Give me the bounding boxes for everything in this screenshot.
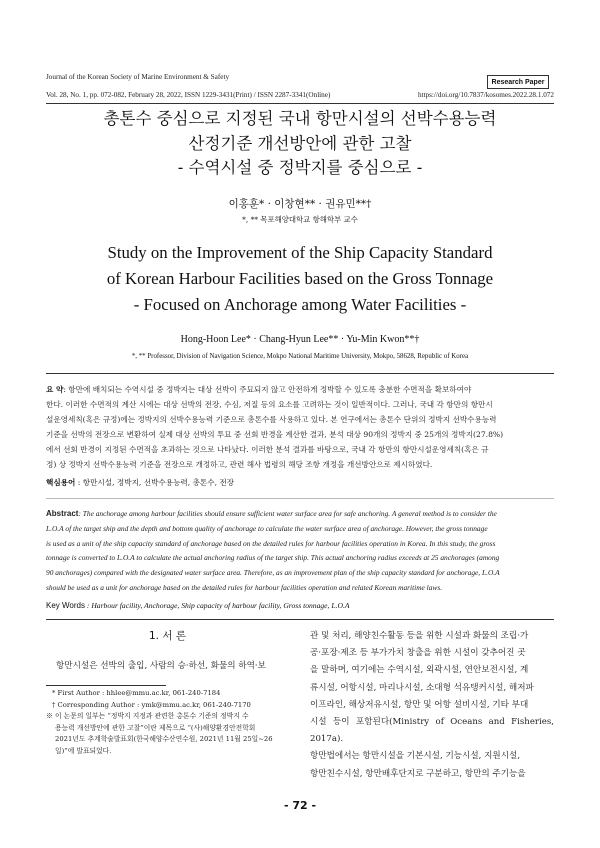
footnote-note-line: 2021년도 추계학술발표회(한국해양수산연수원, 2021년 11월 25일~26 (55, 735, 273, 744)
keywords-ko-text: : 항만시설, 정박지, 선박수용능력, 총톤수, 전장 (77, 478, 235, 487)
body-line: 항만시설은 선박의 출입, 사람의 승·하선, 화물의 하역·보 (56, 661, 266, 671)
volume-line: Vol. 28, No. 1, pp. 072-082, February 28, 2022, ISSN 1229-3431(Print) / ISSN 2287-3341(Online) (46, 91, 331, 99)
abstract-en-line: is used as a unit of the ship capacity standard of anchorage based on the detailed rules for harbour facilities operation in Korea. In this study, the gross (46, 538, 496, 548)
body-line: 관 및 처리, 해양친수활동 등을 위한 시설과 화물의 조립·가 (310, 631, 529, 641)
abstract-ko-line: 기준을 선박의 전장으로 변환하여 실제 대상 선박의 투묘 중 선회 반경을 계산한 결과, 분석 대상 90개의 정박지 중 25개의 정박지(27.8%) (46, 429, 504, 439)
keywords-en-label: Key Words (46, 601, 85, 610)
footnote-note-line: 용능력 개선방안에 관한 고찰”이란 제목으로 “(사)해양환경안전학회 (55, 723, 256, 732)
abstract-ko-line: 설운영세칙(혹은 규정)에는 정박지의 선박수용능력 기준으로 총톤수를 사용하고 있다. 본 연구에서는 총톤수 단위의 정박지 선박수용능력 (46, 414, 497, 424)
abstract-ko (46, 383, 554, 472)
abstract-bottom-rule (46, 619, 554, 620)
abstract-en-label: Abstract (46, 509, 79, 518)
footnote-rule (46, 685, 166, 686)
abstract-ko-line: 정) 상 정박지 선박수용능력 기준을 전장으로 개정하고, 관련 해사 법령의 해당 조항 개정을 개선방안으로 제시하였다. (46, 459, 433, 469)
abstract-en-line: 90 anchorages) compared with the designated water surface area. Therefore, as an improvement plan of the ship capacity standard for anchorage, L.O.A (46, 568, 500, 578)
abstract-ko-label: 요 약 (46, 385, 64, 394)
abstract-en-line: should be used as a unit for anchorage based on the detailed rules for harbour facilities operation and related Korean maritime laws. (46, 582, 443, 592)
title-ko-line2: 산정기준 개선방안에 관한 고찰 (188, 134, 412, 153)
doi-link[interactable]: https://doi.org/10.7837/kosomes.2022.28.1.072 (417, 91, 554, 99)
body-line: 을 말하며, 여기에는 수역시설, 외곽시설, 연안보전시설, 계 (310, 665, 529, 676)
title-en-line2: of Korean Harbour Facilities based on the Gross Tonnage (106, 269, 494, 288)
affiliation-en: *, ** Professor, Division of Navigation Science, Mokpo National Maritime University, Mokpo, 58628, Republic of Korea (131, 353, 469, 360)
body-right-column (310, 628, 554, 783)
keywords-en-text: : Harbour facility, Anchorage, Ship capacity of harbour facility, Gross tonnage, L.O.A (86, 601, 350, 610)
footnote-note-line: ※ 이 논문의 일부는 “정박지 지정과 관련한 총톤수 기준의 정박지 수 (46, 712, 249, 721)
abstract-en (46, 507, 554, 596)
keywords-ko (46, 477, 234, 488)
authors-ko: 이홍훈* · 이창현** · 권유민**† (228, 198, 372, 210)
footnote-first-author: * First Author : hhlee@mmu.ac.kr, 061-240-7184 (52, 689, 221, 697)
footnotes (46, 688, 289, 758)
title-ko-line3: - 수역시설 중 정박지를 중심으로 - (177, 158, 423, 177)
abstract-en-line: L.O.A of the target ship and the depth and bottom quality of anchorage to calculate the water surface area of anchorage. However, the gross tonnage (46, 523, 488, 533)
abstract-ko-line: 에서 선회 반경이 지정된 수면적을 초과하는 것으로 나타났다. 이러한 분석 결과를 바탕으로, 국내 각 항만의 항만시설운영세칙(혹은 규 (46, 444, 489, 454)
title-en-line3: - Focused on Anchorage among Water Facilities - (133, 295, 467, 314)
body-left-column (46, 658, 289, 675)
abstract-divider (46, 498, 554, 499)
abstract-ko-line: 한다. 이러한 수면적의 계산 시에는 대상 선박의 전장, 수심, 저질 등의 요소를 고려하는 것이 일반적이다. 그러나, 국내 각 항만의 항만시 (46, 399, 493, 409)
title-en-line1: Study on the Improvement of the Ship Capacity Standard (107, 243, 493, 262)
body-line: 시설 등이 포함된다(Ministry of Oceans and Fisheries, 2017a). (310, 717, 554, 745)
abstract-en-line (46, 507, 554, 522)
header-rule (46, 103, 554, 104)
abstract-en-text: : The anchorage among harbour facilities should ensure sufficient water surface area for safe anchoring. A general method is to consider the (78, 509, 497, 518)
abstract-ko-line (46, 383, 554, 398)
paper-type-badge (487, 75, 549, 89)
title-ko-line1: 총톤수 중심으로 지정된 국내 항만시설의 선박수용능력 (103, 109, 497, 128)
keywords-en (46, 601, 350, 610)
abstract-ko-text: : 항만에 배치되는 수역시설 중 정박지는 대상 선박이 주묘되지 않고 안전하게 정박할 수 있도록 충분한 수면적을 확보하여야 (63, 385, 472, 394)
abstract-en-line: tonnage is converted to L.O.A to calculate the actual anchoring radius of the target ship. This actual anchoring radius exceeds at 25 anchorages (among (46, 553, 500, 563)
body-line: 항만친수시설, 항만배후단지로 구분하고, 항만의 주기능을 (310, 768, 526, 779)
paper-type-label: Research Paper (491, 78, 545, 86)
body-line: 항만법에서는 항만시설을 기본시설, 기능시설, 지원시설, (310, 751, 521, 762)
body-line: 공·포장·제조 등 부가가치 창출을 위한 시설이 갖추어진 곳 (310, 648, 526, 659)
keywords-ko-label: 핵심용어 (46, 478, 76, 487)
journal-name: Journal of the Korean Society of Marine Environment & Safety (46, 73, 230, 81)
page-number: - 72 - (283, 799, 317, 812)
body-line: 류시설, 어항시설, 마리나시설, 소대형 석유탱커시설, 해저파 (310, 682, 534, 693)
abstract-top-rule (46, 373, 554, 374)
authors-en: Hong-Hoon Lee* · Chang-Hyun Lee** · Yu-Min Kwon**† (180, 334, 420, 345)
section-heading: 1. 서 론 (149, 630, 186, 642)
affiliation-ko: *, ** 목포해양대학교 항해학부 교수 (242, 215, 358, 224)
body-line: 이프라인, 해상저유시설, 항만 및 어항 설비시설, 기타 부대 (310, 699, 529, 710)
footnote-corresponding: † Corresponding Author : ymk@mmu.ac.kr, 061-240-7170 (52, 700, 251, 709)
footnote-note-line: 일)”에 발표되었다. (55, 746, 112, 755)
